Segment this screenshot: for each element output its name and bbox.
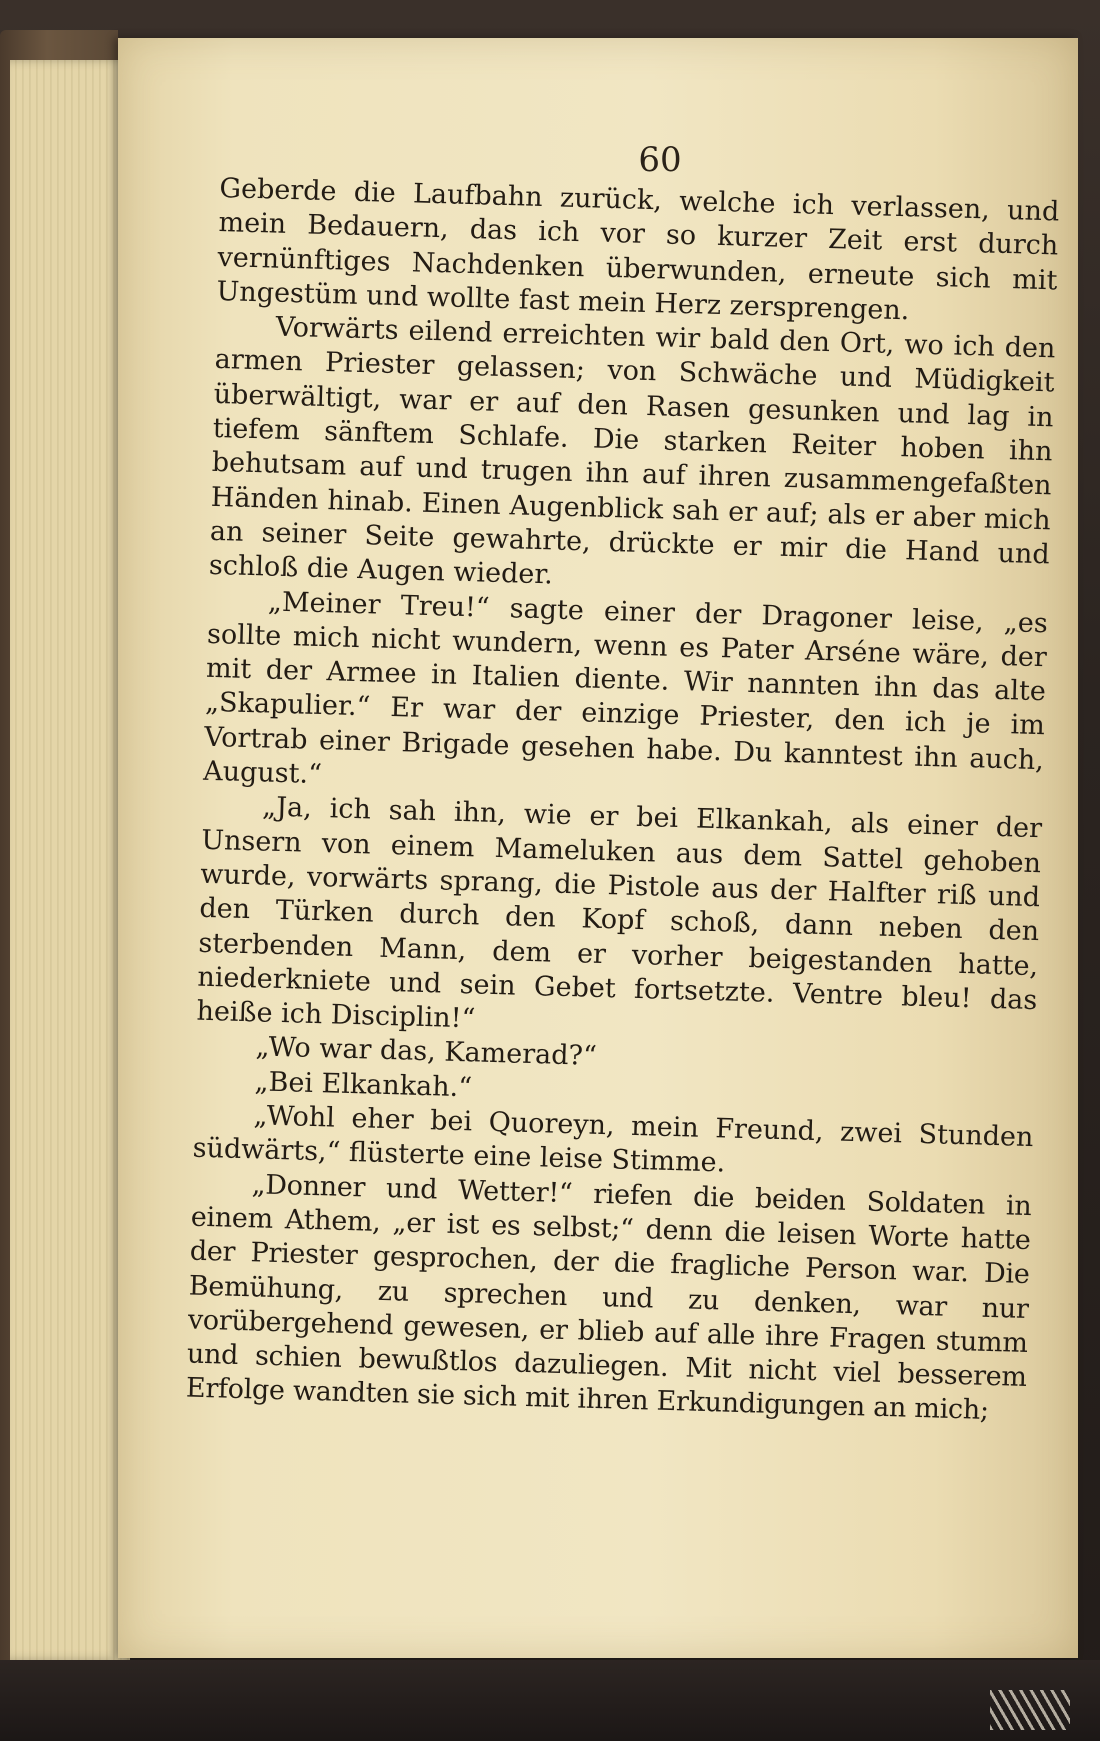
- bookmark-strings: [990, 1690, 1070, 1730]
- paragraph-6: „Bei Elkankah.“: [254, 1066, 473, 1104]
- paragraph-7: „Wohl eher bei Quoreyn, mein Freund, zwei Stunden südwärts,“ flüsterte eine leise Stimme.: [192, 1100, 1034, 1179]
- paragraph-1: Geberde die Laufbahn zurück, welche ich verlassen, und mein Bedauern, das ich vor so kurzer Zeit erst durch vernünftiges Nachdenken überwunden, erneute sich mit Ungestüm und wollte fast mein Herz zersprengen.: [216, 172, 1060, 327]
- page-number: 60: [638, 140, 682, 180]
- paragraph-4: „Ja, ich sah ihn, wie er bei Elkankah, als einer der Unsern von einem Mameluken aus dem Sattel gehoben wurde, vorwärts sprang, die Pistole aus der Halfter riß und den Türken durch den Kopf schoß, dann neben den sterbenden Mann, dem er vorher beigestanden hatte, niederkniete und sein Gebet fortsetzte. Ventre bleu! das heiße ich Disciplin!“: [196, 791, 1043, 1035]
- paragraph-8: „Donner und Wetter!“ riefen die beiden Soldaten in einem Athem, „er ist es selbst;“ denn die leisen Worte hatte der Priester gesprochen, der die fragliche Person war. Die Bemühung, zu sprechen und zu denken, war nur vorübergehend gewesen, er blieb auf alle ihre Fragen stumm und schien bewußtlos dazuliegen. Mit nicht viel besserem Erfolge wandten sie sich mit ihren Erkundigungen an mich;: [185, 1168, 1032, 1427]
- table-surface: [0, 1660, 1100, 1741]
- page-stack-edges: [10, 60, 130, 1660]
- page-text-block: [186, 172, 1060, 1430]
- paragraph-2: Vorwärts eilend erreichten wir bald den Ort, wo ich den armen Priester gelassen; von Schwäche und Müdigkeit überwältigt, war er auf den Rasen gesunken und lag in tiefem sänftem Schlafe. Die starken Reiter hoben ihn behutsam auf und trugen ihn auf ihren zusammengefaßten Händen hinab. Einen Augenblick sah er auf; als er aber mich an seiner Seite gewahrte, drückte er mir die Hand und schloß die Augen wieder.: [208, 311, 1056, 591]
- paragraph-5: „Wo war das, Kamerad?“: [255, 1031, 598, 1073]
- paragraph-3: „Meiner Treu!“ sagte einer der Dragoner leise, „es sollte mich nicht wundern, wenn es Pater Arséne wäre, der mit der Armee in Italien diente. Wir nannten ihn das alte „Skapulier.“ Er war der einzige Priester, den ich je im Vortrab einer Brigade gesehen habe. Du kanntest ihn auch, August.“: [202, 586, 1049, 791]
